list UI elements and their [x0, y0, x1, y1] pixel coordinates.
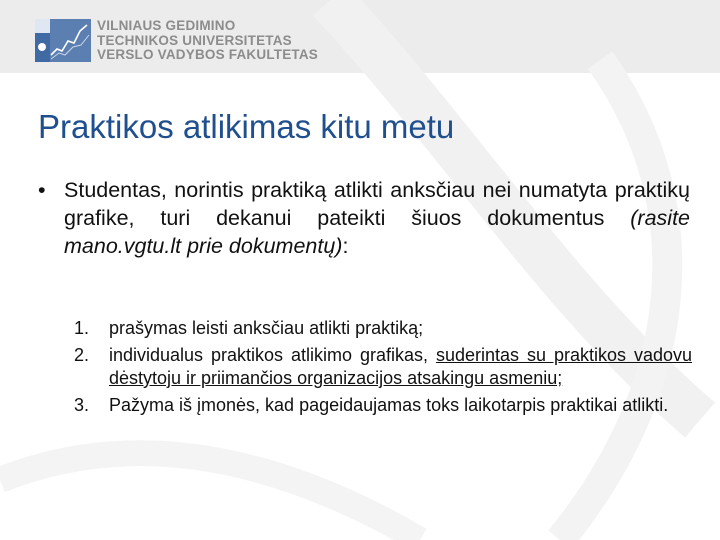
bullet-italic-note: (rasite mano.vgtu.lt prie dokumentų) — [64, 206, 690, 258]
university-line-3: VERSLO VADYBOS FAKULTETAS — [97, 47, 319, 62]
list-item-text: Pažyma iš įmonės, kad pageidaujamas toks laikotarpis praktikai atlikti. — [109, 395, 669, 415]
list-item — [70, 317, 692, 340]
list-item-number: 2. — [74, 345, 90, 365]
bullet-suffix: : — [342, 234, 349, 258]
list-item-number: 3. — [74, 395, 90, 415]
university-line-1: VILNIAUS GEDIMINO — [97, 18, 236, 33]
bullet-item — [38, 176, 690, 260]
list-item-text — [109, 344, 692, 390]
bullet-paragraph — [64, 176, 690, 260]
list-item-text: prašymas leisti anksčiau atlikti praktiką; — [109, 318, 424, 338]
university-line-2: TECHNIKOS UNIVERSITETAS — [97, 32, 292, 48]
bullet-text: Studentas, norintis praktiką atlikti anksčiau nei numatyta praktikų grafike, turi dekanui pateikti šiuos dokumentus — [64, 178, 690, 230]
list-item — [70, 394, 692, 417]
list-item-underlined-text: suderintas su praktikos vadovu dėstytoju ir priimančios organizacijos atsakingu asmeniu; — [109, 345, 692, 388]
bullet-marker: • — [38, 178, 46, 202]
numbered-list — [70, 317, 692, 417]
list-item-number: 1. — [74, 318, 90, 338]
list-item-text-before: individualus praktikos atlikimo grafikas, — [109, 345, 436, 365]
page-title: Praktikos atlikimas kitu metu — [38, 108, 455, 145]
list-item — [70, 344, 692, 390]
